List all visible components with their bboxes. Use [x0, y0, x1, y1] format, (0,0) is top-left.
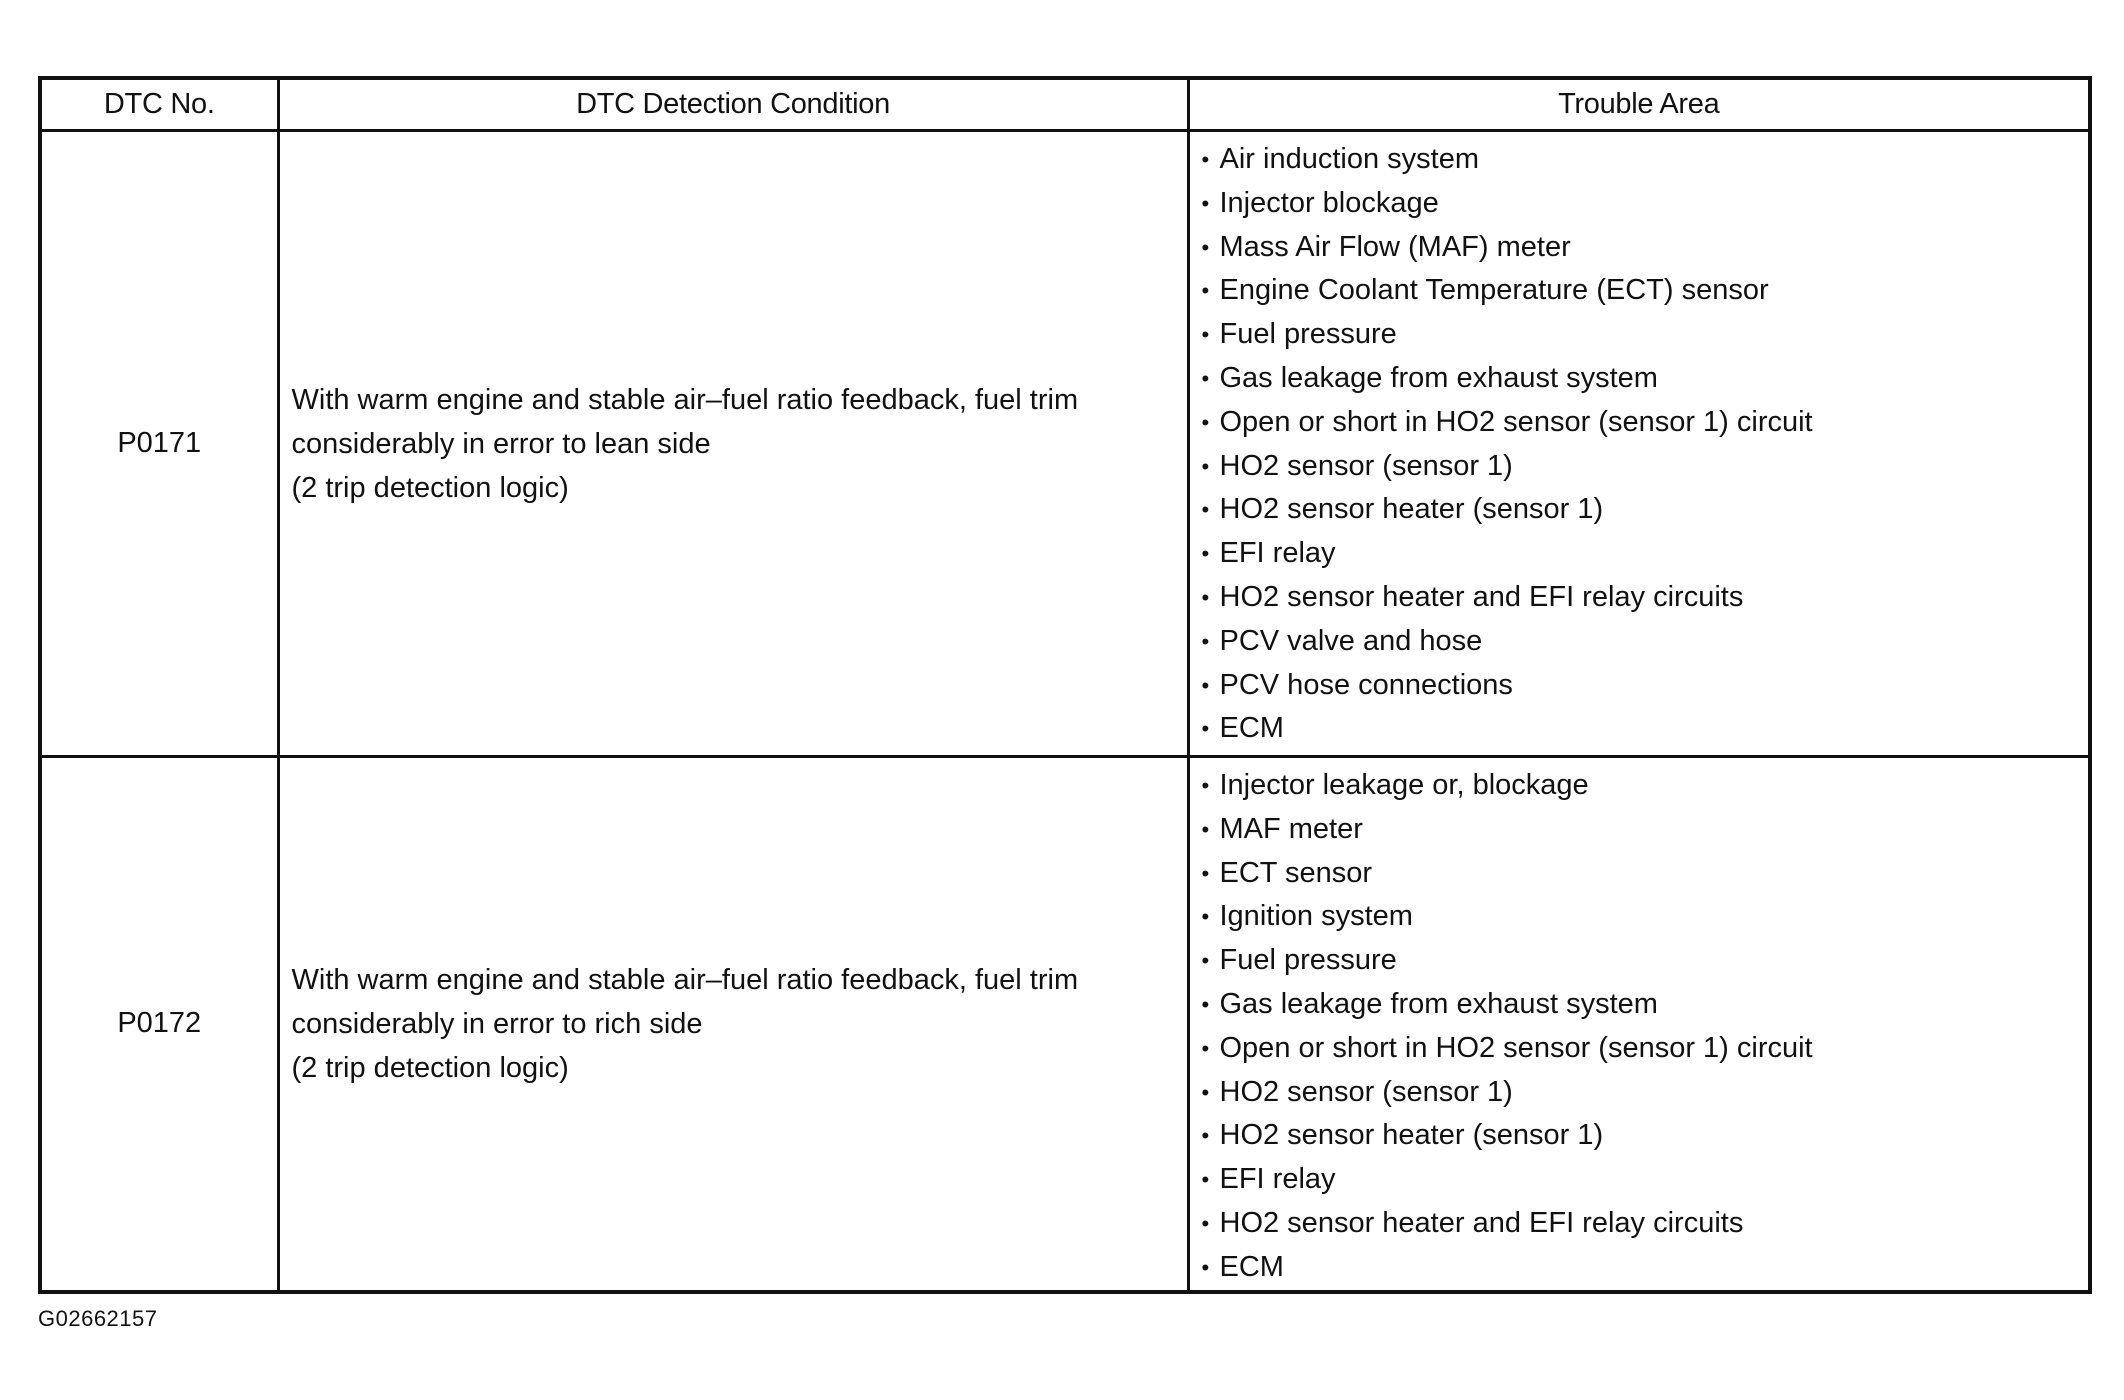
- bullet-icon: •: [1201, 278, 1210, 304]
- list-item: [1202, 1114, 2089, 1158]
- trouble-area-text: HO2 sensor heater and EFI relay circuits: [1219, 1206, 1744, 1239]
- trouble-area-text: Gas leakage from exhaust system: [1219, 987, 1658, 1020]
- bullet-icon: •: [1201, 672, 1210, 698]
- list-item: [1202, 182, 2089, 226]
- list-item: [1202, 1027, 2089, 1071]
- list-item: [1202, 576, 2089, 620]
- header-row: [40, 78, 2090, 131]
- list-item: [1202, 808, 2089, 852]
- bullet-icon: •: [1201, 541, 1210, 567]
- bullet-icon: •: [1201, 628, 1210, 654]
- detection-condition-cell: [278, 131, 1188, 757]
- trouble-area-text: HO2 sensor (sensor 1): [1219, 1075, 1513, 1108]
- figure-id: G02662157: [38, 1306, 158, 1331]
- list-item: [1202, 895, 2089, 939]
- list-item: [1202, 852, 2089, 896]
- list-item: [1202, 707, 2089, 751]
- bullet-icon: •: [1201, 234, 1210, 260]
- bullet-icon: •: [1201, 860, 1210, 886]
- trouble-area-text: HO2 sensor heater (sensor 1): [1219, 493, 1604, 526]
- header-trouble-area: Trouble Area: [1188, 78, 2090, 131]
- list-item: [1202, 532, 2089, 576]
- bullet-icon: •: [1201, 991, 1210, 1017]
- trouble-area-cell: [1188, 131, 2090, 757]
- condition-line: (2 trip detection logic): [291, 1051, 569, 1084]
- bullet-icon: •: [1201, 1079, 1210, 1105]
- bullet-icon: •: [1201, 1123, 1210, 1149]
- condition-line: With warm engine and stable air–fuel ratio feedback, fuel trim: [291, 383, 1079, 416]
- trouble-area-list: [1202, 138, 2089, 751]
- bullet-icon: •: [1201, 190, 1210, 216]
- trouble-area-text: Ignition system: [1219, 900, 1413, 933]
- bullet-icon: •: [1201, 322, 1210, 348]
- header-dtc-no: DTC No.: [40, 78, 278, 131]
- trouble-area-text: Air induction system: [1219, 143, 1479, 175]
- bullet-icon: •: [1201, 147, 1210, 172]
- condition-line: considerably in error to rich side: [291, 1007, 703, 1040]
- trouble-area-text: Engine Coolant Temperature (ECT) sensor: [1219, 274, 1769, 307]
- table-body: [40, 131, 2090, 1292]
- list-item: [1202, 764, 2089, 808]
- bullet-icon: •: [1201, 409, 1210, 435]
- bullet-icon: •: [1201, 453, 1210, 479]
- trouble-area-text: Open or short in HO2 sensor (sensor 1) circuit: [1219, 405, 1813, 438]
- bullet-icon: •: [1201, 773, 1210, 798]
- bullet-icon: •: [1201, 816, 1210, 842]
- trouble-area-text: ECT sensor: [1219, 856, 1373, 889]
- bullet-icon: •: [1201, 365, 1210, 391]
- trouble-area-text: ECM: [1219, 712, 1284, 745]
- list-item: [1202, 1158, 2089, 1202]
- list-item: [1202, 1246, 2089, 1290]
- bullet-icon: •: [1201, 1035, 1210, 1061]
- trouble-area-cell: [1188, 757, 2090, 1292]
- list-item: [1202, 401, 2089, 445]
- list-item: [1202, 1071, 2089, 1115]
- list-item: [1202, 664, 2089, 708]
- trouble-area-text: EFI relay: [1219, 537, 1336, 570]
- trouble-area-text: PCV valve and hose: [1219, 624, 1483, 657]
- list-item: [1202, 445, 2089, 489]
- trouble-area-text: Injector blockage: [1219, 186, 1439, 219]
- list-item: [1202, 620, 2089, 664]
- list-item: [1202, 269, 2089, 313]
- trouble-area-text: Open or short in HO2 sensor (sensor 1) circuit: [1219, 1031, 1813, 1064]
- dtc-code-cell: P0172: [40, 757, 278, 1292]
- bullet-icon: •: [1201, 716, 1210, 742]
- detection-condition-cell: [278, 757, 1188, 1292]
- trouble-area-text: EFI relay: [1219, 1163, 1336, 1196]
- list-item: [1202, 313, 2089, 357]
- trouble-area-text: ECM: [1219, 1250, 1284, 1283]
- list-item: [1202, 357, 2089, 401]
- bullet-icon: •: [1201, 904, 1210, 930]
- table-header: [40, 78, 2090, 131]
- list-item: [1202, 488, 2089, 532]
- list-item: [1202, 138, 2089, 182]
- list-item: [1202, 939, 2089, 983]
- bullet-icon: •: [1201, 1254, 1210, 1280]
- list-item: [1202, 226, 2089, 270]
- list-item: [1202, 1202, 2089, 1246]
- table-row: [40, 757, 2090, 1292]
- bullet-icon: •: [1201, 948, 1210, 974]
- list-item: [1202, 983, 2089, 1027]
- bullet-icon: •: [1201, 584, 1210, 610]
- condition-line: (2 trip detection logic): [291, 471, 569, 504]
- bullet-icon: •: [1201, 1210, 1210, 1236]
- condition-line: considerably in error to lean side: [291, 427, 711, 460]
- trouble-area-list: [1202, 764, 2089, 1290]
- dtc-table: [38, 76, 2092, 1294]
- trouble-area-text: HO2 sensor heater (sensor 1): [1219, 1119, 1604, 1152]
- dtc-code-cell: P0171: [40, 131, 278, 757]
- trouble-area-text: PCV hose connections: [1219, 668, 1513, 701]
- bullet-icon: •: [1201, 1167, 1210, 1193]
- trouble-area-text: Fuel pressure: [1219, 944, 1397, 977]
- condition-line: With warm engine and stable air–fuel ratio feedback, fuel trim: [291, 963, 1079, 996]
- trouble-area-text: HO2 sensor heater and EFI relay circuits: [1219, 580, 1744, 613]
- trouble-area-text: Gas leakage from exhaust system: [1219, 361, 1658, 394]
- trouble-area-text: HO2 sensor (sensor 1): [1219, 449, 1513, 482]
- trouble-area-text: Injector leakage or, blockage: [1219, 769, 1589, 801]
- bullet-icon: •: [1201, 497, 1210, 523]
- trouble-area-text: MAF meter: [1219, 812, 1363, 845]
- table-row: [40, 131, 2090, 757]
- trouble-area-text: Fuel pressure: [1219, 318, 1397, 351]
- header-detection-condition: DTC Detection Condition: [278, 78, 1188, 131]
- trouble-area-text: Mass Air Flow (MAF) meter: [1219, 230, 1571, 263]
